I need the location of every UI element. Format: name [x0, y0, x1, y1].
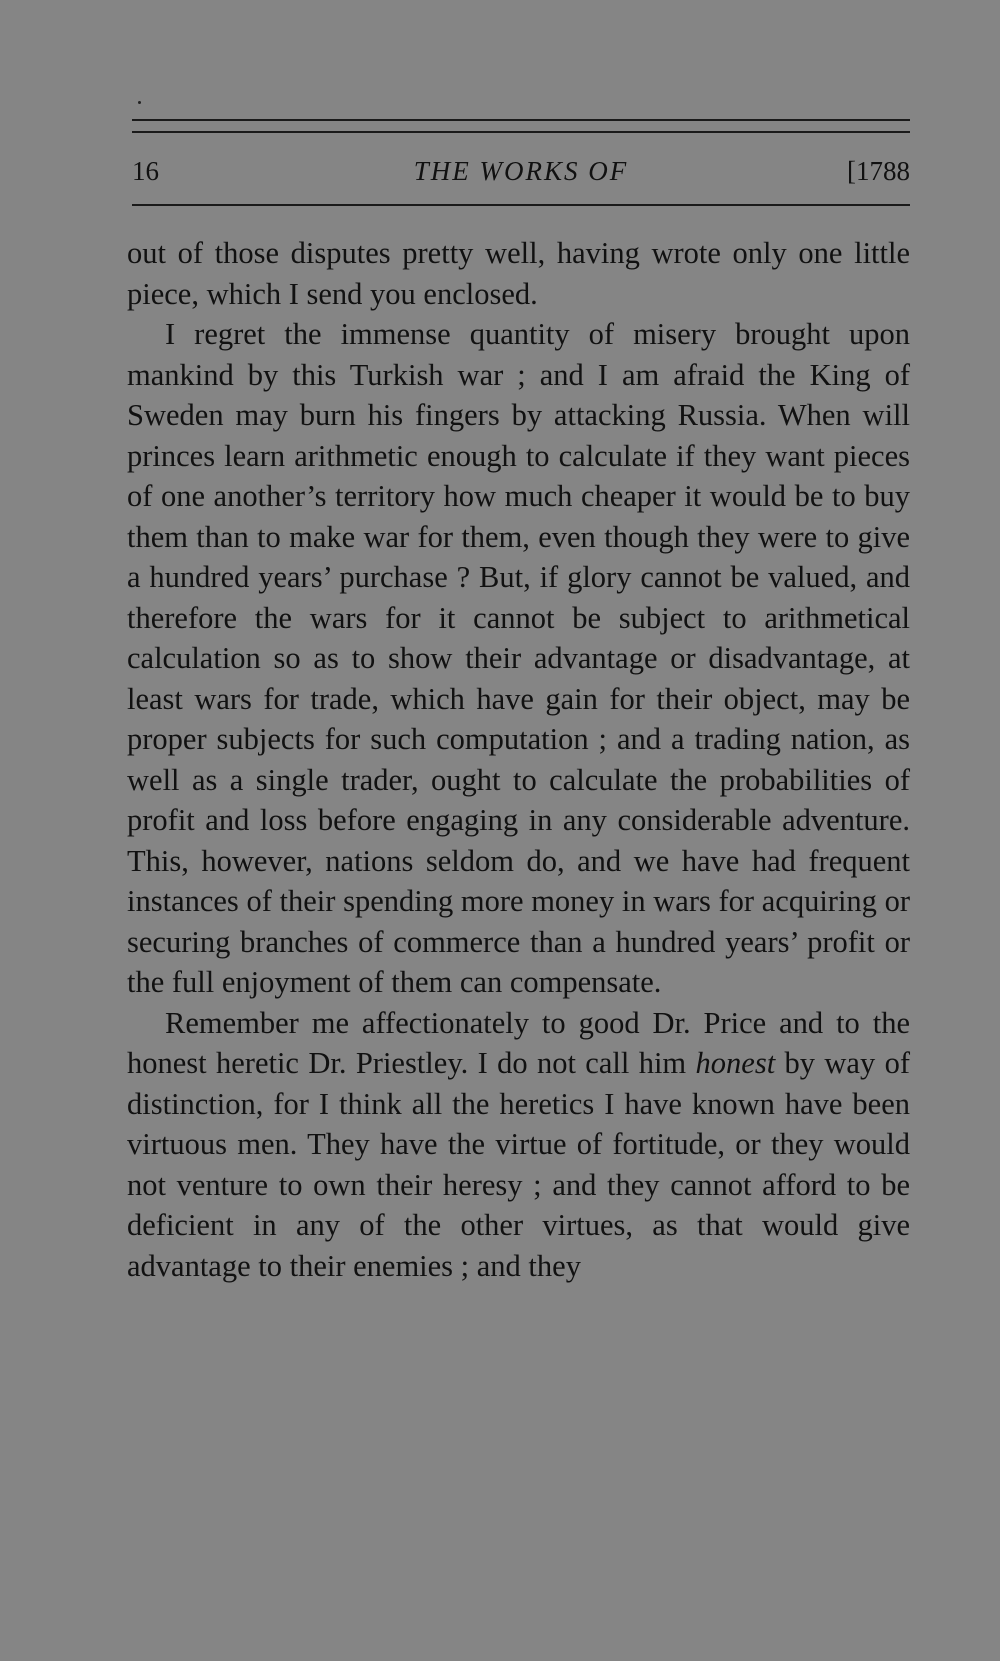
header-rule-bottom: [132, 204, 910, 206]
paragraph-remember-me: [127, 1003, 910, 1287]
page-number: 16: [132, 156, 159, 186]
running-head: [132, 152, 910, 190]
ink-speck: [138, 101, 141, 104]
paragraph-text-end: by way of distinction, for I think all the heretics I have known have been virtuous men. They have the virtue of fortitude, or they would not venture to own their heresy ; and they cannot afford to be deficient in any of the other virtues, as that would give advantage to their enemies ; and they: [127, 1046, 910, 1283]
running-year: [1788: [847, 156, 910, 186]
header-rule-second: [132, 131, 910, 133]
paragraph-continuation: out of those disputes pretty well, having wrote only one little piece, which I send you enclosed.: [127, 236, 910, 311]
header-rule-top: [132, 119, 910, 121]
italic-word: honest: [695, 1046, 776, 1080]
paragraph-text-start: Remember me affectionately to good Dr. Price and to the honest heretic Dr. Priestley. I do not call him: [127, 1005, 910, 1080]
paragraph-turkish-war: I regret the immense quantity of misery brought upon mankind by this Turkish war ; and I am afraid the King of Sweden may burn his fingers by attacking Russia. When will princes learn arithmetic enough to calculate if they want pieces of one another’s territory how much cheaper it would be to buy them than to make war for them, even though they were to give a hundred years’ purchase ? But, if glory cannot be valued, and therefore the wars for it cannot be subject to arithmetical calculation so as to show their advantage or disadvantage, at least wars for trade, which have gain for their object, may be proper subjects for such computation ; and a trading nation, as well as a single trader, ought to calculate the probabilities of profit and loss before engaging in any considerable adventure. This, however, nations seldom do, and we have had frequent instances of their spending more money in wars for acquiring or securing branches of commerce than a hundred years’ profit or the full enjoyment of them can compensate.: [127, 317, 910, 999]
letter-body: [127, 233, 910, 1286]
running-title: THE WORKS OF: [413, 156, 629, 186]
